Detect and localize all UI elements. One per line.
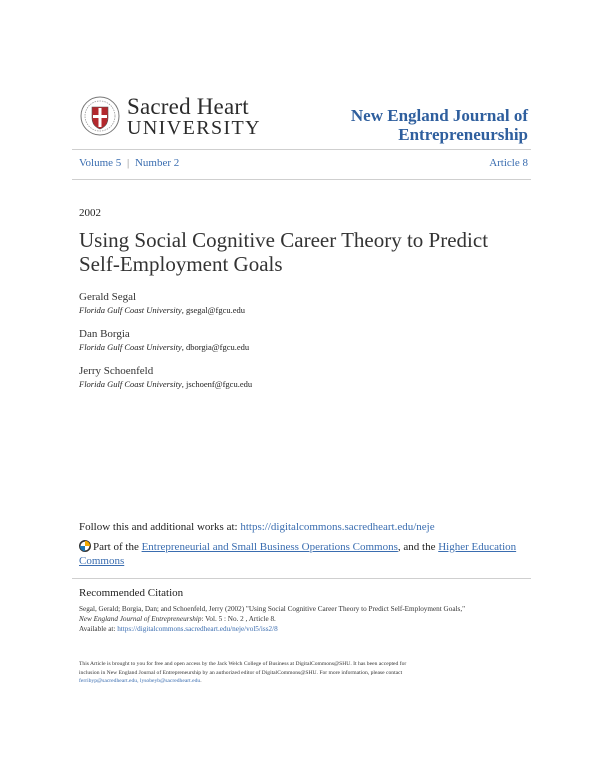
citation-divider: [72, 578, 531, 579]
author-affiliation: Florida Gulf Coast University, jschoenf@fgcu.edu: [79, 379, 253, 389]
follow-works-line: Follow this and additional works at: https://digitalcommons.sacredheart.edu/neje: [79, 521, 435, 533]
part-of-commons: Part of the Entrepreneurial and Small Business Operations Commons, and the Higher Education Commons: [79, 541, 517, 567]
university-seal-logo: [80, 96, 120, 136]
publication-year: 2002: [79, 207, 101, 219]
volume-link[interactable]: Volume 5: [79, 157, 122, 169]
entrepreneurial-commons-link[interactable]: Entrepreneurial and Small Business Operations Commons: [141, 541, 398, 553]
journal-title-line2: Entrepreneurship: [398, 125, 528, 144]
collection-url-link[interactable]: https://digitalcommons.sacredheart.edu/neje: [240, 521, 435, 533]
author-name: Dan Borgia: [79, 328, 130, 340]
recommended-citation-heading: Recommended Citation: [79, 587, 184, 599]
commons-network-icon: [79, 540, 91, 552]
access-notice-footer: This Article is brought to you for free and open access by the Jack Welch College of Business at DigitalCommons@SHU. It has been accepted for inclusion in New England Journal of Entrepreneurship by an authorized editor of DigitalCommons@SHU. For more information, please contact ferribyp@sacredheart.edu, lysobeyb@sacredheart.edu.: [79, 661, 407, 685]
citation-text: Segal, Gerald; Borgia, Dan; and Schoenfeld, Jerry (2002) "Using Social Cognitive Career Theory to Predict Self-Employment Goals," New England Journal of Entrepreneurship: Vol. 5 : No. 2 , Article 8. Available at: https://digitalcommons.sacredheart.edu/neje/vol5/iss2/8: [79, 605, 466, 633]
contact-email-link[interactable]: ferribyp@sacredheart.edu, lysobeyb@sacredheart.edu: [79, 678, 201, 685]
author-name: Jerry Schoenfeld: [79, 365, 154, 377]
journal-title[interactable]: [308, 106, 528, 144]
university-name-line2: UNIVERSITY: [127, 117, 261, 139]
article-number-link[interactable]: Article 8: [489, 157, 528, 169]
author-affiliation: Florida Gulf Coast University, gsegal@fgcu.edu: [79, 305, 246, 315]
journal-title-line1: New England Journal of: [350, 106, 528, 125]
article-title: Using Social Cognitive Career Theory to Predict Self-Employment Goals: [79, 228, 489, 276]
higher-education-commons-link[interactable]: Higher Education: [438, 541, 517, 553]
author-affiliation: Florida Gulf Coast University, dborgia@fgcu.edu: [79, 342, 250, 352]
higher-education-commons-link-cont[interactable]: Commons: [79, 555, 125, 567]
breadcrumb-separator: |: [127, 157, 130, 169]
number-link[interactable]: Number 2: [134, 157, 180, 169]
header-divider-bottom: [72, 179, 531, 180]
university-name-line1: Sacred Heart: [127, 94, 249, 119]
volume-number-breadcrumb: [79, 157, 179, 169]
article-url-link[interactable]: https://digitalcommons.sacredheart.edu/neje/vol5/iss2/8: [117, 625, 278, 633]
header-divider-top: [72, 149, 531, 150]
author-name: Gerald Segal: [79, 291, 137, 303]
